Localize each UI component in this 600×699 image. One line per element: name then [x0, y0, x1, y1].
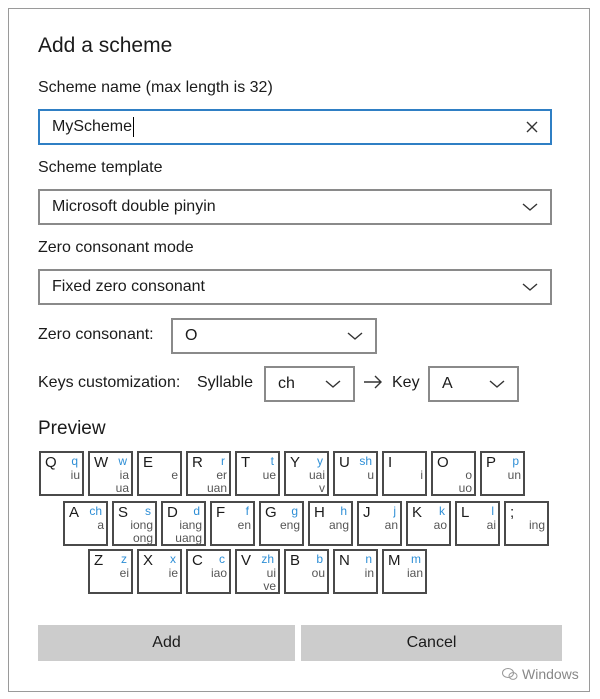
key-letter: G	[265, 504, 277, 521]
key-final: iu	[70, 468, 80, 482]
key-value: A	[442, 375, 453, 392]
key-letter: T	[241, 454, 251, 471]
key-final: i	[420, 468, 423, 482]
key-letter: P	[486, 454, 497, 471]
key-final: an	[384, 518, 398, 532]
syllable-dropdown[interactable]	[264, 366, 355, 402]
key-final: v	[319, 481, 325, 495]
zero-mode-value: Fixed zero consonant	[52, 278, 205, 295]
key-finals	[288, 567, 325, 580]
key-final: iong	[130, 518, 153, 532]
key-initial: n	[365, 552, 372, 566]
key-finals	[263, 519, 300, 532]
key-letter: A	[69, 504, 80, 521]
key-b	[284, 549, 329, 594]
key-finals	[239, 567, 276, 593]
key-e	[137, 451, 182, 496]
key-finals	[386, 567, 423, 580]
key-letter: R	[192, 454, 203, 471]
key-letter: H	[314, 504, 325, 521]
key-final: ong	[132, 531, 153, 545]
cancel-button[interactable]: Cancel	[301, 625, 562, 661]
key-initial: r	[221, 454, 225, 468]
key-initial: b	[316, 552, 323, 566]
key-finals	[116, 519, 153, 545]
key-final: uai	[308, 468, 325, 482]
key-initial: p	[512, 454, 519, 468]
key-initial: t	[270, 454, 274, 468]
preview-heading: Preview	[38, 418, 106, 439]
key-k	[406, 501, 451, 546]
key-letter: O	[437, 454, 449, 471]
key-finals	[141, 567, 178, 580]
key-finals	[459, 519, 496, 532]
key-initial: w	[118, 454, 127, 468]
key-finals	[239, 469, 276, 482]
key-final: ai	[486, 518, 496, 532]
key-letter: Q	[45, 454, 57, 471]
key-initial: h	[340, 504, 347, 518]
key-final: ua	[115, 481, 129, 495]
chevron-down-icon	[347, 331, 363, 341]
key-final: uo	[458, 481, 472, 495]
key-initial: q	[71, 454, 78, 468]
key-initial: ch	[89, 504, 102, 518]
key-w	[88, 451, 133, 496]
scheme-name-value: MyScheme	[52, 118, 133, 136]
key-letter: F	[216, 504, 226, 521]
key-z	[88, 549, 133, 594]
add-button[interactable]: Add	[38, 625, 295, 661]
key-finals	[484, 469, 521, 482]
key-n	[333, 549, 378, 594]
key-initial: d	[193, 504, 200, 518]
key-letter: B	[290, 552, 301, 569]
zero-consonant-value: O	[185, 327, 198, 344]
key-letter: J	[363, 504, 371, 521]
key-finals	[43, 469, 80, 482]
syllable-label: Syllable	[197, 374, 254, 391]
key-x	[137, 549, 182, 594]
key-final: er	[216, 468, 227, 482]
key-i	[382, 451, 427, 496]
key-finals	[435, 469, 472, 495]
key-q	[39, 451, 84, 496]
key-letter: Z	[94, 552, 104, 569]
key-final: eng	[279, 518, 300, 532]
key-final: iao	[210, 566, 227, 580]
zero-mode-dropdown[interactable]	[38, 269, 552, 305]
key-finals	[312, 519, 349, 532]
key-g	[259, 501, 304, 546]
watermark-text: Windows	[522, 666, 579, 682]
key-final: ie	[168, 566, 178, 580]
key-final: ui	[266, 566, 276, 580]
key-r	[186, 451, 231, 496]
key-label: Key	[392, 374, 420, 391]
chevron-down-icon	[489, 379, 505, 389]
key-initial: c	[219, 552, 225, 566]
key-final: ve	[263, 579, 276, 593]
key-l	[455, 501, 500, 546]
key-v	[235, 549, 280, 594]
key-finals	[214, 519, 251, 532]
key-letter: C	[192, 552, 203, 569]
key-finals	[508, 519, 545, 532]
key-initial: m	[411, 552, 421, 566]
key-initial: f	[245, 504, 249, 518]
key-final: ia	[119, 468, 129, 482]
key-finals	[92, 567, 129, 580]
key-s	[112, 501, 157, 546]
key-letter: Y	[290, 454, 301, 471]
key-initial: z	[121, 552, 127, 566]
chevron-down-icon	[325, 379, 341, 389]
syllable-value: ch	[278, 375, 295, 392]
key-m	[382, 549, 427, 594]
key-finals	[386, 469, 423, 482]
key-y	[284, 451, 329, 496]
key-a	[63, 501, 108, 546]
dialog-title: Add a scheme	[38, 34, 173, 57]
key-final: uan	[206, 481, 227, 495]
key-final: ang	[328, 518, 349, 532]
keys-customization-label: Keys customization:	[38, 374, 181, 391]
key-t	[235, 451, 280, 496]
key-letter: I	[388, 454, 393, 471]
key-letter: N	[339, 552, 350, 569]
key-finals	[67, 519, 104, 532]
key-o	[431, 451, 476, 496]
key-finals	[337, 469, 374, 482]
chevron-down-icon	[522, 282, 538, 292]
key-initial: g	[291, 504, 298, 518]
key-letter: D	[167, 504, 178, 521]
key-initial: zh	[261, 552, 274, 566]
scheme-template-dropdown[interactable]	[38, 189, 552, 225]
key-initial: k	[439, 504, 445, 518]
key-finals	[410, 519, 447, 532]
key-initial: j	[393, 504, 396, 518]
key-final: a	[97, 518, 104, 532]
key-finals	[190, 567, 227, 580]
key-finals	[92, 469, 129, 495]
key-initial: s	[145, 504, 151, 518]
key-letter: K	[412, 504, 423, 521]
key-final: ian	[406, 566, 423, 580]
scheme-template-label: Scheme template	[38, 159, 163, 176]
key-final: ue	[262, 468, 276, 482]
key-c	[186, 549, 231, 594]
key-letter: V	[241, 552, 252, 569]
key-final: u	[367, 468, 374, 482]
key-initial: l	[491, 504, 494, 518]
key-letter: ;	[510, 504, 515, 521]
key-letter: E	[143, 454, 154, 471]
key-final: ing	[528, 518, 545, 532]
key-finals	[337, 567, 374, 580]
scheme-name-label: Scheme name (max length is 32)	[38, 79, 273, 96]
key-initial: y	[317, 454, 323, 468]
key-final: o	[465, 468, 472, 482]
clear-icon[interactable]	[526, 121, 538, 133]
watermark	[502, 666, 579, 682]
key-finals	[165, 519, 202, 545]
scheme-template-value: Microsoft double pinyin	[52, 198, 216, 215]
key-initial: x	[170, 552, 176, 566]
key-semicolon	[504, 501, 549, 546]
key-final: e	[171, 468, 178, 482]
chevron-down-icon	[522, 202, 538, 212]
key-u	[333, 451, 378, 496]
key-letter: X	[143, 552, 154, 569]
zero-mode-label: Zero consonant mode	[38, 239, 194, 256]
zero-consonant-dropdown[interactable]	[171, 318, 377, 354]
key-j	[357, 501, 402, 546]
zero-consonant-label: Zero consonant:	[38, 326, 154, 343]
key-final: ei	[119, 566, 129, 580]
key-final: un	[507, 468, 521, 482]
key-final: en	[237, 518, 251, 532]
arrow-right-icon	[363, 375, 383, 389]
scheme-name-input[interactable]	[38, 109, 552, 145]
key-dropdown[interactable]	[428, 366, 519, 402]
key-final: ao	[433, 518, 447, 532]
key-finals	[361, 519, 398, 532]
chat-bubble-icon	[502, 667, 518, 681]
key-letter: L	[461, 504, 470, 521]
key-letter: U	[339, 454, 350, 471]
key-final: ou	[311, 566, 325, 580]
key-h	[308, 501, 353, 546]
key-final: iang	[179, 518, 202, 532]
key-finals	[141, 469, 178, 482]
key-letter: W	[94, 454, 109, 471]
key-p	[480, 451, 525, 496]
key-final: uang	[175, 531, 202, 545]
key-finals	[190, 469, 227, 495]
key-letter: M	[388, 552, 401, 569]
key-f	[210, 501, 255, 546]
key-finals	[288, 469, 325, 495]
key-initial: sh	[359, 454, 372, 468]
key-d	[161, 501, 206, 546]
key-final: in	[364, 566, 374, 580]
key-letter: S	[118, 504, 129, 521]
